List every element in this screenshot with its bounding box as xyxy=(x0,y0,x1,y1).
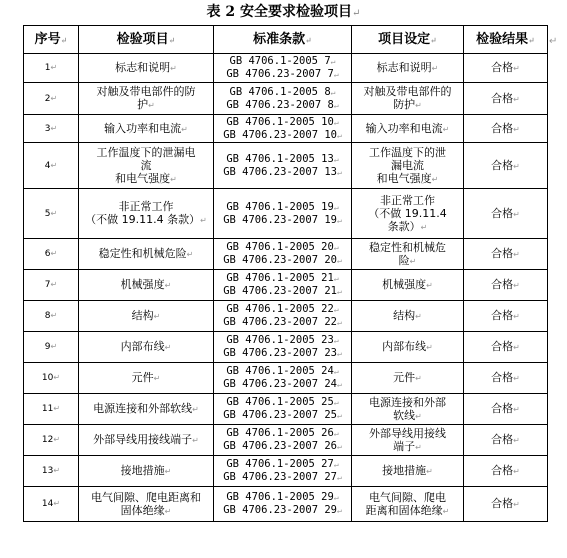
cell-test-result xyxy=(464,363,548,394)
standard-clause-text: GB 4706.1-2005 8 xyxy=(229,85,331,98)
cell-item-setting xyxy=(352,115,464,143)
cell-test-item xyxy=(79,363,214,394)
table-row xyxy=(24,54,548,83)
item-setting-text: 稳定性和机械危 xyxy=(369,240,446,254)
paragraph-mark-icon: ↵ xyxy=(426,467,433,476)
paragraph-mark-icon: ↵ xyxy=(336,473,342,482)
cell-standard-clause xyxy=(214,394,352,425)
item-setting-text: 险 xyxy=(398,253,410,267)
paragraph-mark-icon: ↵ xyxy=(200,216,207,225)
cell-seq xyxy=(24,301,79,332)
seq-number: 14 xyxy=(41,499,54,509)
test-item-text: 稳定性和机械危险 xyxy=(98,247,187,260)
cell-item-setting xyxy=(352,239,464,270)
test-item-text: 工作温度下的泄漏电 xyxy=(96,145,196,159)
item-setting-text: 防护 xyxy=(393,98,416,111)
test-item-text: 护 xyxy=(137,98,149,111)
paragraph-mark-icon: ↵ xyxy=(336,167,342,177)
header-label: 检验项目 xyxy=(116,31,169,47)
cell-test-item xyxy=(79,189,214,239)
paragraph-mark-icon: ↵ xyxy=(513,467,520,476)
paragraph-mark-icon: ↵ xyxy=(192,405,199,414)
cell-test-item xyxy=(79,83,214,115)
cell-seq xyxy=(24,239,79,270)
cell-item-setting xyxy=(352,83,464,115)
cell-standard-clause xyxy=(214,270,352,301)
standard-clause-text: GB 4706.1-2005 26 xyxy=(226,427,334,439)
cell-test-result xyxy=(464,239,548,270)
paragraph-mark-icon: ↵ xyxy=(513,209,520,219)
paragraph-mark-icon: ↵ xyxy=(333,202,339,212)
paragraph-mark-icon: ↵ xyxy=(333,243,339,252)
paragraph-mark-icon: ↵ xyxy=(415,101,422,110)
item-setting-text: 机械强度 xyxy=(382,278,427,291)
header-item-setting xyxy=(352,26,464,54)
standard-clause-text: GB 4706.1-2005 24 xyxy=(226,365,334,377)
standard-clause-text: GB 4706.23-2007 29 xyxy=(223,504,337,516)
test-result-text: 合格 xyxy=(491,158,514,172)
paragraph-mark-icon: ↵ xyxy=(181,124,188,134)
standard-clause-text: GB 4706.1-2005 13 xyxy=(226,152,334,165)
test-result-text: 合格 xyxy=(491,433,514,446)
paragraph-mark-icon: ↵ xyxy=(333,493,339,502)
item-setting-text: 漏电流 xyxy=(391,158,424,172)
paragraph-mark-icon: ↵ xyxy=(60,34,68,45)
paragraph-mark-icon: ↵ xyxy=(415,312,422,321)
cell-seq xyxy=(24,54,79,83)
cell-test-result xyxy=(464,189,548,239)
header-test-item xyxy=(79,26,214,54)
cell-standard-clause xyxy=(214,143,352,189)
standard-clause-text: GB 4706.1-2005 10 xyxy=(226,115,334,128)
item-setting-text: 和电气强度 xyxy=(376,171,432,185)
paragraph-mark-icon: ↵ xyxy=(336,380,342,389)
seq-number: 3 xyxy=(44,123,51,134)
test-item-text: 元件 xyxy=(131,371,154,384)
paragraph-mark-icon: ↵ xyxy=(330,87,336,97)
item-setting-text: 接地措施 xyxy=(382,464,427,477)
item-setting-text: 电源连接和外部 xyxy=(369,395,446,409)
standard-clause-text: GB 4706.23-2007 26 xyxy=(223,440,337,452)
paragraph-mark-icon: ↵ xyxy=(333,70,339,79)
item-setting-text: 对触及带电部件的 xyxy=(363,85,452,98)
paragraph-mark-icon: ↵ xyxy=(170,64,177,73)
test-result-text: 合格 xyxy=(491,121,514,135)
header-test-result xyxy=(464,26,548,54)
test-item-text: 固体绝缘 xyxy=(120,503,165,517)
seq-number: 4 xyxy=(44,160,51,171)
table-row xyxy=(24,270,548,301)
standard-clause-text: GB 4706.1-2005 20 xyxy=(226,241,334,253)
cell-seq xyxy=(24,143,79,189)
paragraph-mark-icon: ↵ xyxy=(153,312,161,321)
cell-test-item xyxy=(79,239,214,270)
cell-test-result xyxy=(464,270,548,301)
paragraph-mark-icon: ↵ xyxy=(430,34,437,45)
paragraph-mark-icon: ↵ xyxy=(333,154,339,164)
paragraph-mark-icon: ↵ xyxy=(50,123,58,133)
paragraph-mark-icon: ↵ xyxy=(336,318,342,327)
item-setting-text: 软线 xyxy=(393,408,416,422)
paragraph-mark-icon: ↵ xyxy=(168,34,176,45)
paragraph-mark-icon: ↵ xyxy=(513,436,520,445)
item-setting-text: 端子 xyxy=(393,439,416,453)
item-setting-text: （不做 19.11.4 xyxy=(368,206,447,220)
paragraph-mark-icon: ↵ xyxy=(164,281,172,290)
cell-test-item xyxy=(79,487,214,522)
cell-seq xyxy=(24,394,79,425)
test-result-text: 合格 xyxy=(491,206,514,220)
table-row xyxy=(24,456,548,487)
cell-item-setting xyxy=(352,54,464,83)
table-row xyxy=(24,143,548,189)
standard-clause-text: GB 4706.23-2007 24 xyxy=(223,378,337,390)
standard-clause-text: GB 4706.23-2007 8 xyxy=(226,98,334,111)
cell-test-item xyxy=(79,425,214,456)
paragraph-mark-icon: ↵ xyxy=(336,215,342,225)
paragraph-mark-icon: ↵ xyxy=(50,342,58,351)
cell-standard-clause xyxy=(214,301,352,332)
item-setting-text: 距离和固体绝缘 xyxy=(365,503,443,517)
paragraph-mark-icon: ↵ xyxy=(336,411,342,420)
header-standard-clause xyxy=(214,26,352,54)
test-item-text: 机械强度 xyxy=(120,278,165,291)
paragraph-mark-icon: ↵ xyxy=(50,160,58,170)
test-item-text: 流 xyxy=(140,158,152,172)
cell-standard-clause xyxy=(214,332,352,363)
standard-clause-text: GB 4706.23-2007 20 xyxy=(223,254,337,266)
paragraph-mark-icon: ↵ xyxy=(50,311,58,320)
paragraph-mark-icon: ↵ xyxy=(336,349,342,358)
paragraph-mark-icon: ↵ xyxy=(53,435,61,444)
table-title-text: 表 2 安全要求检验项目 xyxy=(206,4,353,20)
cell-item-setting xyxy=(352,189,464,239)
item-setting-text: 标志和说明 xyxy=(376,61,432,74)
item-setting-text: 结构 xyxy=(393,309,416,322)
item-setting-text: 输入功率和电流 xyxy=(365,121,443,135)
paragraph-mark-icon: ↵ xyxy=(50,208,58,218)
item-setting-text: 外部导线用接线 xyxy=(369,426,446,440)
test-item-text: 内部布线 xyxy=(120,340,165,353)
paragraph-mark-icon: ↵ xyxy=(186,250,194,259)
table-row xyxy=(24,115,548,143)
standard-clause-text: GB 4706.1-2005 25 xyxy=(226,396,334,408)
paragraph-mark-icon: ↵ xyxy=(442,506,450,516)
cell-item-setting xyxy=(352,487,464,522)
cell-standard-clause xyxy=(214,456,352,487)
standard-clause-text: GB 4706.23-2007 22 xyxy=(223,316,337,328)
paragraph-mark-icon: ↵ xyxy=(53,373,61,382)
test-result-text: 合格 xyxy=(491,371,514,384)
cell-seq xyxy=(24,425,79,456)
paragraph-mark-icon: ↵ xyxy=(409,256,417,266)
paragraph-mark-icon: ↵ xyxy=(53,466,61,475)
test-result-text: 合格 xyxy=(491,340,514,353)
paragraph-mark-icon: ↵ xyxy=(513,64,520,73)
seq-number: 7 xyxy=(44,280,51,290)
cell-test-result xyxy=(464,143,548,189)
test-item-text: 标志和说明 xyxy=(115,61,171,74)
paragraph-mark-icon: ↵ xyxy=(50,280,58,289)
item-setting-text: 非正常工作 xyxy=(380,193,435,207)
paragraph-mark-icon: ↵ xyxy=(333,367,339,376)
paragraph-mark-icon: ↵ xyxy=(333,460,339,469)
paragraph-mark-icon: ↵ xyxy=(50,249,58,258)
standard-clause-text: GB 4706.23-2007 27 xyxy=(223,471,337,483)
cell-item-setting xyxy=(352,425,464,456)
cell-test-item xyxy=(79,332,214,363)
paragraph-mark-icon: ↵ xyxy=(513,94,520,104)
test-result-text: 合格 xyxy=(491,247,514,260)
paragraph-mark-icon: ↵ xyxy=(330,57,336,66)
paragraph-mark-icon: ↵ xyxy=(336,442,342,451)
table-body xyxy=(24,54,548,522)
paragraph-mark-icon: ↵ xyxy=(420,222,428,232)
test-result-text: 合格 xyxy=(491,497,514,510)
paragraph-mark-icon: ↵ xyxy=(513,124,520,134)
item-setting-text: 工作温度下的泄 xyxy=(369,145,446,159)
cell-test-item xyxy=(79,115,214,143)
test-result-text: 合格 xyxy=(491,402,514,415)
cell-standard-clause xyxy=(214,487,352,522)
paragraph-mark-icon: ↵ xyxy=(336,256,342,265)
paragraph-mark-icon: ↵ xyxy=(415,374,422,383)
paragraph-mark-icon: ↵ xyxy=(528,34,535,45)
seq-number: 5 xyxy=(44,208,51,219)
cell-standard-clause xyxy=(214,54,352,83)
standard-clause-text: GB 4706.1-2005 22 xyxy=(226,303,334,315)
table-header-row xyxy=(24,26,548,54)
cell-test-result xyxy=(464,301,548,332)
seq-number: 12 xyxy=(41,435,54,445)
standard-clause-text: GB 4706.1-2005 21 xyxy=(226,272,334,284)
standard-clause-text: GB 4706.1-2005 19 xyxy=(226,200,334,213)
cell-seq xyxy=(24,363,79,394)
item-setting-text: 元件 xyxy=(393,371,416,384)
paragraph-mark-icon: ↵ xyxy=(333,305,339,314)
paragraph-mark-icon: ↵ xyxy=(442,124,450,134)
table-row xyxy=(24,239,548,270)
cell-item-setting xyxy=(352,456,464,487)
paragraph-mark-icon: ↵ xyxy=(333,336,339,345)
header-label: 序号 xyxy=(34,31,61,47)
cell-test-result xyxy=(464,54,548,83)
paragraph-mark-icon: ↵ xyxy=(333,100,339,110)
paragraph-mark-icon: ↵ xyxy=(431,174,439,184)
cell-standard-clause xyxy=(214,239,352,270)
cell-test-result xyxy=(464,456,548,487)
paragraph-mark-icon: ↵ xyxy=(513,312,520,321)
cell-test-item xyxy=(79,54,214,83)
seq-number: 6 xyxy=(44,249,51,259)
paragraph-mark-icon: ↵ xyxy=(148,101,155,110)
paragraph-mark-icon: ↵ xyxy=(153,374,161,383)
cell-seq xyxy=(24,83,79,115)
test-item-text: 输入功率和电流 xyxy=(104,121,182,135)
item-setting-text: 电气间隙、爬电 xyxy=(369,490,446,504)
cell-item-setting xyxy=(352,332,464,363)
table-row xyxy=(24,332,548,363)
cell-seq xyxy=(24,115,79,143)
cell-test-item xyxy=(79,394,214,425)
cell-standard-clause xyxy=(214,83,352,115)
paragraph-mark-icon: ↵ xyxy=(50,93,58,103)
cell-standard-clause xyxy=(214,363,352,394)
paragraph-mark-icon: ↵ xyxy=(333,398,339,407)
paragraph-mark-icon: ↵ xyxy=(164,343,172,352)
test-item-text: 非正常工作 xyxy=(118,200,174,213)
seq-number: 11 xyxy=(41,404,54,414)
cell-item-setting xyxy=(352,270,464,301)
paragraph-mark-icon: ↵ xyxy=(336,506,342,515)
standard-clause-text: GB 4706.23-2007 7 xyxy=(226,68,334,80)
cell-test-item xyxy=(79,143,214,189)
seq-number: 9 xyxy=(44,342,51,352)
test-result-text: 合格 xyxy=(491,464,514,477)
cell-test-result xyxy=(464,83,548,115)
standard-clause-text: GB 4706.23-2007 25 xyxy=(223,409,337,421)
seq-number: 2 xyxy=(44,93,51,104)
seq-number: 10 xyxy=(41,373,54,383)
table-row xyxy=(24,363,548,394)
table-row xyxy=(24,301,548,332)
paragraph-mark-icon: ↵ xyxy=(426,343,433,352)
paragraph-mark-icon: ↵ xyxy=(333,274,339,283)
standard-clause-text: GB 4706.1-2005 23 xyxy=(226,334,334,346)
item-setting-text: 条款） xyxy=(387,219,421,233)
safety-test-table xyxy=(23,25,548,522)
standard-clause-text: GB 4706.1-2005 27 xyxy=(226,458,334,470)
paragraph-mark-icon: ↵ xyxy=(513,500,520,509)
paragraph-mark-icon: ↵ xyxy=(333,429,339,438)
header-label: 标准条款 xyxy=(253,31,306,47)
header-label: 项目设定 xyxy=(378,31,431,47)
paragraph-mark-icon: ↵ xyxy=(513,405,520,414)
paragraph-mark-icon: ↵ xyxy=(336,287,342,296)
paragraph-mark-icon: ↵ xyxy=(431,64,439,73)
standard-clause-text: GB 4706.1-2005 29 xyxy=(226,491,334,503)
cell-seq xyxy=(24,189,79,239)
standard-clause-text: GB 4706.23-2007 13 xyxy=(223,165,337,178)
table-row xyxy=(24,394,548,425)
paragraph-mark-icon: ↵ xyxy=(415,411,422,421)
cell-seq xyxy=(24,270,79,301)
test-item-text: 结构 xyxy=(131,309,154,322)
item-setting-text: 内部布线 xyxy=(382,340,427,353)
table-title xyxy=(0,3,567,23)
header-label: 检验结果 xyxy=(476,31,529,47)
paragraph-mark-icon: ↵ xyxy=(352,8,361,19)
paragraph-mark-icon: ↵ xyxy=(336,130,342,140)
cell-test-result xyxy=(464,425,548,456)
table-row xyxy=(24,487,548,522)
cell-test-item xyxy=(79,270,214,301)
test-item-text: 外部导线用接线端子 xyxy=(93,433,193,446)
paragraph-mark-icon: ↵ xyxy=(333,117,339,127)
seq-number: 1 xyxy=(44,63,51,73)
seq-number: 8 xyxy=(44,311,51,321)
paragraph-mark-icon: ↵ xyxy=(53,404,61,413)
cell-standard-clause xyxy=(214,425,352,456)
table-row xyxy=(24,189,548,239)
paragraph-mark-icon: ↵ xyxy=(53,499,61,508)
test-item-text: （不做 19.11.4 条款） xyxy=(85,213,201,226)
cell-test-result xyxy=(464,115,548,143)
cell-test-result xyxy=(464,487,548,522)
test-item-text: 电源连接和外部软线 xyxy=(93,402,193,415)
test-result-text: 合格 xyxy=(491,91,514,105)
seq-number: 13 xyxy=(41,466,54,476)
paragraph-mark-icon: ↵ xyxy=(305,34,312,45)
cell-item-setting xyxy=(352,301,464,332)
paragraph-mark-icon: ↵ xyxy=(513,161,520,171)
cell-test-result xyxy=(464,332,548,363)
paragraph-mark-icon: ↵ xyxy=(164,506,172,516)
cell-seq xyxy=(24,456,79,487)
standard-clause-text: GB 4706.1-2005 7 xyxy=(229,55,331,67)
paragraph-mark-icon: ↵ xyxy=(415,442,422,452)
paragraph-mark-icon: ↵ xyxy=(192,436,199,445)
cell-standard-clause xyxy=(214,115,352,143)
test-item-text: 接地措施 xyxy=(120,464,165,477)
cell-standard-clause xyxy=(214,189,352,239)
cell-seq xyxy=(24,332,79,363)
paragraph-mark-icon: ↵ xyxy=(426,281,433,290)
header-seq xyxy=(24,26,79,54)
standard-clause-text: GB 4706.23-2007 19 xyxy=(223,213,337,226)
paragraph-mark-icon: ↵ xyxy=(170,174,177,184)
test-item-text: 和电气强度 xyxy=(115,171,171,185)
test-item-text: 电气间隙、爬电距离和 xyxy=(91,490,201,504)
table-row xyxy=(24,83,548,115)
cell-test-result xyxy=(464,394,548,425)
paragraph-mark-icon: ↵ xyxy=(513,343,520,352)
test-result-text: 合格 xyxy=(491,61,514,74)
standard-clause-text: GB 4706.23-2007 21 xyxy=(223,285,337,297)
test-result-text: 合格 xyxy=(491,309,514,322)
standard-clause-text: GB 4706.23-2007 10 xyxy=(223,128,337,141)
paragraph-mark-icon: ↵ xyxy=(50,63,58,72)
cell-item-setting xyxy=(352,363,464,394)
paragraph-mark-icon: ↵ xyxy=(164,467,172,476)
cell-test-item xyxy=(79,456,214,487)
paragraph-mark-icon: ↵ xyxy=(513,374,520,383)
cell-item-setting xyxy=(352,394,464,425)
test-result-text: 合格 xyxy=(491,278,514,291)
paragraph-mark-icon: ↵ xyxy=(513,250,520,259)
row-end-mark-icon: ↵ xyxy=(549,36,558,47)
test-item-text: 对触及带电部件的防 xyxy=(96,85,196,98)
paragraph-mark-icon: ↵ xyxy=(513,281,520,290)
standard-clause-text: GB 4706.23-2007 23 xyxy=(223,347,337,359)
table-row xyxy=(24,425,548,456)
cell-test-item xyxy=(79,301,214,332)
cell-item-setting xyxy=(352,143,464,189)
cell-seq xyxy=(24,487,79,522)
